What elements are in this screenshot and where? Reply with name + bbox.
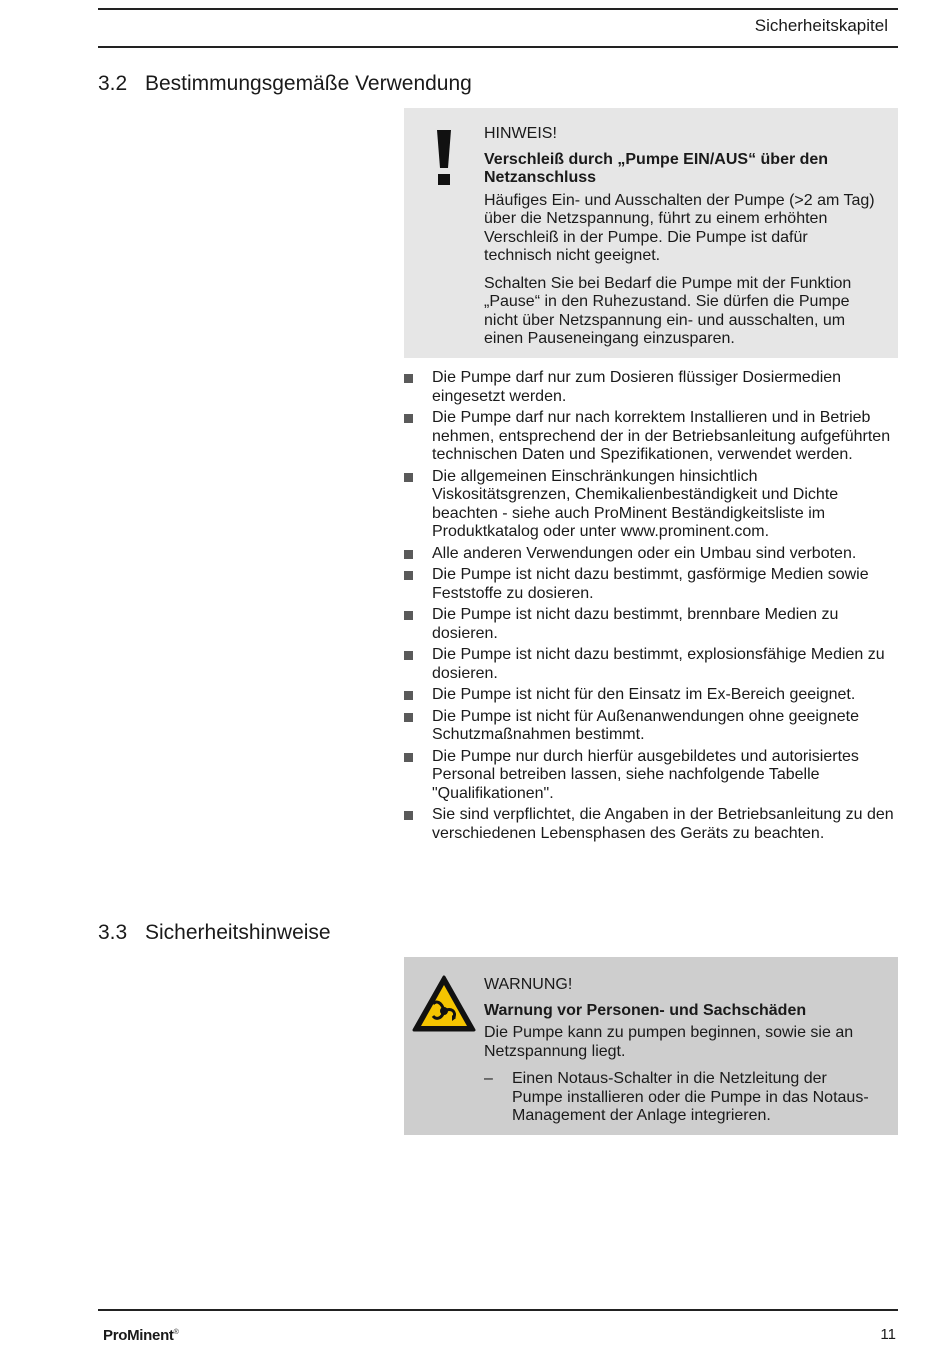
list-item (404, 545, 898, 564)
warning-text: Die Pumpe kann zu pumpen beginnen, sowie sie an Netzspannung liegt. (484, 1024, 854, 1060)
list-item (404, 369, 898, 406)
warning-action-text: Einen Notaus-Schalter in die Netzleitung der Pumpe installieren oder die Pumpe in das Notaus-Management der Anlage integrieren. (512, 1070, 869, 1124)
list-item-text: Alle anderen Verwendungen oder ein Umbau sind verboten. (432, 544, 857, 562)
notice-content (484, 125, 876, 358)
bullet-square-icon (404, 550, 413, 559)
warning-box (404, 957, 898, 1135)
section-title-text: Bestimmungsgemäße Verwendung (145, 72, 472, 95)
bullet-square-icon (404, 753, 413, 762)
usage-bullet-list (404, 369, 898, 846)
list-item-text: Die Pumpe ist nicht dazu bestimmt, gasförmige Medien sowie Feststoffe zu dosieren. (432, 566, 869, 602)
notice-heading: Verschleiß durch „Pumpe EIN/AUS“ über den Netzanschluss (484, 150, 829, 186)
footer-rule (98, 1309, 898, 1311)
exclamation-icon (426, 128, 462, 188)
warning-label: WARNUNG! (484, 976, 573, 993)
list-item (404, 606, 898, 643)
list-item-text: Die allgemeinen Einschränkungen hinsichtlich Viskositätsgrenzen, Chemikalienbeständigkeit und Dichte beachten - siehe auch ProMinent Beständigkeitsliste im Produktkatalog oder unter www.prominent.com. (432, 467, 839, 540)
list-item-text: Die Pumpe ist nicht dazu bestimmt, brennbare Medien zu dosieren. (432, 606, 839, 642)
list-item-text: Die Pumpe ist nicht für den Einsatz im Ex-Bereich geeignet. (432, 686, 856, 703)
rotating-machinery-warning-icon (412, 974, 476, 1034)
bullet-square-icon (404, 571, 413, 580)
list-item (404, 708, 898, 745)
list-item (404, 646, 898, 683)
bullet-square-icon (404, 713, 413, 722)
dash-marker: – (484, 1070, 493, 1087)
bullet-square-icon (404, 414, 413, 423)
list-item (404, 806, 898, 843)
list-item (404, 468, 898, 542)
bullet-square-icon (404, 473, 413, 482)
notice-paragraph: Häufiges Ein- und Ausschalten der Pumpe (>2 am Tag) über die Netzspannung, führt zu einem erhöhten Verschleiß in der Pumpe. Die Pumpe ist dafür technisch nicht geeignet. (484, 191, 875, 264)
list-item-text: Die Pumpe ist nicht für Außenanwendungen ohne geeignete Schutzmaßnahmen bestimmt. (432, 707, 859, 743)
prominent-logo (103, 1327, 179, 1344)
top-rule (98, 8, 898, 10)
list-item (404, 748, 898, 804)
page-number: 11 (880, 1326, 896, 1343)
warning-heading: Warnung vor Personen- und Sachschäden (484, 1001, 807, 1019)
logo-text: ProMinent (103, 1327, 174, 1344)
section-3-2-title (98, 72, 472, 96)
list-item-text: Die Pumpe darf nur zum Dosieren flüssiger Dosiermedien eingesetzt werden. (432, 369, 842, 405)
notice-label: HINWEIS! (484, 125, 557, 142)
list-item-text: Die Pumpe ist nicht dazu bestimmt, explosionsfähige Medien zu dosieren. (432, 646, 885, 682)
list-item (404, 409, 898, 465)
warning-content (484, 976, 876, 1126)
bullet-square-icon (404, 374, 413, 383)
bullet-square-icon (404, 611, 413, 620)
logo-registered-mark: ® (173, 1329, 179, 1336)
section-3-3-title (98, 921, 331, 945)
notice-paragraph: Schalten Sie bei Bedarf die Pumpe mit der Funktion „Pause“ in den Ruhezustand. Sie dürfen die Pumpe nicht über Netzspannung ein- und ausschalten, um einen Pauseneingang einzusparen. (484, 274, 852, 347)
header-title: Sicherheitskapitel (754, 16, 888, 35)
section-number: 3.2 (98, 72, 128, 95)
section-title-text: Sicherheitshinweise (145, 921, 331, 944)
bullet-square-icon (404, 811, 413, 820)
section-number: 3.3 (98, 921, 128, 944)
list-item-text: Die Pumpe darf nur nach korrektem Installieren und in Betrieb nehmen, entsprechend der in der Betriebsanleitung aufgeführten technischen Daten und Spezifikationen, verwendet werden. (432, 409, 891, 463)
notice-box (404, 108, 898, 358)
bullet-square-icon (404, 691, 413, 700)
warning-action (484, 1070, 876, 1126)
list-item-text: Sie sind verpflichtet, die Angaben in der Betriebsanleitung zu den verschiedenen Lebensphasen des Geräts zu beachten. (432, 806, 894, 842)
list-item (404, 566, 898, 603)
header-rule (98, 46, 898, 48)
list-item (404, 686, 898, 705)
list-item-text: Die Pumpe nur durch hierfür ausgebildetes und autorisiertes Personal betreiben lassen, siehe nachfolgende Tabelle "Qualifikationen". (432, 747, 859, 802)
bullet-square-icon (404, 651, 413, 660)
